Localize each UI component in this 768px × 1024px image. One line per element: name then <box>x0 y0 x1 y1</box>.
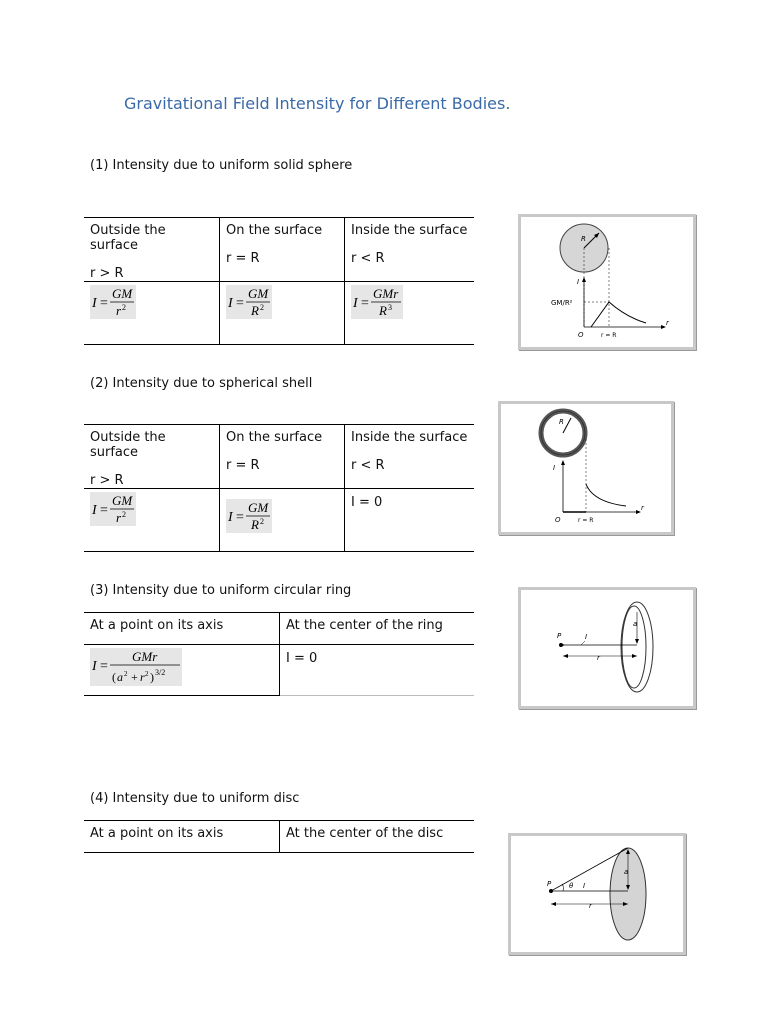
gm-over-R2-formula <box>226 285 272 319</box>
svg-text:I: I <box>228 510 233 525</box>
spherical-shell-figure <box>498 401 674 535</box>
col-outside: Outside the surface r > R <box>84 218 220 282</box>
formula-axis <box>84 645 280 696</box>
svg-text:GMr: GMr <box>132 649 158 664</box>
svg-text:=: = <box>100 503 108 518</box>
col-center: At the center of the disc <box>280 821 475 853</box>
section-4-heading: (4) Intensity due to uniform disc <box>90 791 300 806</box>
formula-on <box>220 282 345 345</box>
svg-text:r: r <box>116 510 122 525</box>
svg-text:r: r <box>641 504 644 512</box>
svg-text:r: r <box>666 319 669 327</box>
col-on: On the surface r = R <box>220 425 345 489</box>
svg-text:(: ( <box>112 670 116 684</box>
svg-text:2: 2 <box>124 670 128 678</box>
svg-text:θ: θ <box>569 882 574 890</box>
solid-sphere-figure <box>518 214 696 350</box>
spherical-shell-table <box>84 424 474 552</box>
disc-table <box>84 820 474 853</box>
disc-figure <box>508 833 686 955</box>
svg-text:I: I <box>577 278 580 286</box>
section-2-heading: (2) Intensity due to spherical shell <box>90 376 313 391</box>
solid-sphere-table <box>84 217 474 345</box>
col-axis: At a point on its axis <box>84 821 280 853</box>
svg-text:GM: GM <box>112 493 133 508</box>
section-3-heading: (3) Intensity due to uniform circular ring <box>90 583 352 598</box>
svg-text:R: R <box>581 235 586 243</box>
svg-text:a: a <box>633 620 638 628</box>
svg-text:I: I <box>553 464 556 472</box>
svg-text:P: P <box>557 632 562 640</box>
svg-text:=: = <box>236 510 244 525</box>
svg-text:2: 2 <box>145 670 149 678</box>
svg-text:GM: GM <box>112 286 133 301</box>
section-1-heading: (1) Intensity due to uniform solid sphere <box>90 158 353 173</box>
svg-text:I: I <box>228 296 233 311</box>
svg-text:3/2: 3/2 <box>155 668 166 677</box>
svg-text:O: O <box>578 331 584 339</box>
gm-over-r2-formula <box>90 492 136 526</box>
svg-text:=: = <box>361 296 369 311</box>
col-outside: Outside the surface r > R <box>84 425 220 489</box>
center-value: I = 0 <box>280 645 475 696</box>
gm-over-R2-formula <box>226 499 272 533</box>
svg-text:I: I <box>353 296 358 311</box>
formula-inside <box>345 282 475 345</box>
col-axis: At a point on its axis <box>84 613 280 645</box>
svg-text:GMr: GMr <box>373 286 399 301</box>
formula-outside <box>84 489 220 552</box>
svg-text:r: r <box>116 303 122 318</box>
svg-text:a: a <box>117 670 123 684</box>
col-inside: Inside the surface r < R <box>345 425 475 489</box>
ring-figure <box>518 587 696 709</box>
svg-text:P: P <box>547 880 552 888</box>
svg-text:I: I <box>92 503 97 518</box>
svg-text:I: I <box>585 633 588 641</box>
svg-text:GM/R²: GM/R² <box>551 299 573 307</box>
svg-text:r: r <box>140 670 145 684</box>
formula-outside <box>84 282 220 345</box>
svg-text:r = R: r = R <box>578 517 594 524</box>
svg-text:3: 3 <box>388 303 392 312</box>
svg-text:r: r <box>597 654 600 662</box>
svg-text:I: I <box>583 882 586 890</box>
svg-text:+: + <box>131 670 138 684</box>
svg-text:GM: GM <box>248 500 269 515</box>
formula-on <box>220 489 345 552</box>
ring-axis-formula <box>90 648 182 686</box>
inside-value: I = 0 <box>345 489 475 552</box>
svg-text:GM: GM <box>248 286 269 301</box>
svg-text:R: R <box>559 418 564 426</box>
svg-text:2: 2 <box>260 303 264 312</box>
svg-text:r: r <box>589 902 592 910</box>
svg-text:O: O <box>555 516 561 524</box>
svg-text:=: = <box>100 296 108 311</box>
svg-text:2: 2 <box>260 517 264 526</box>
svg-text:R: R <box>251 303 259 318</box>
gm-over-r2-formula <box>90 285 136 319</box>
svg-text:2: 2 <box>122 303 126 312</box>
svg-text:): ) <box>150 670 154 684</box>
col-on: On the surface r = R <box>220 218 345 282</box>
svg-text:=: = <box>100 659 108 674</box>
svg-text:r = R: r = R <box>601 332 617 339</box>
col-center: At the center of the ring <box>280 613 475 645</box>
ring-table <box>84 612 474 696</box>
svg-text:R: R <box>251 517 259 532</box>
gmr-over-R3-formula <box>351 285 403 319</box>
svg-text:I: I <box>92 659 97 674</box>
svg-text:I: I <box>92 296 97 311</box>
svg-text:=: = <box>236 296 244 311</box>
svg-text:a: a <box>624 868 629 876</box>
col-inside: Inside the surface r < R <box>345 218 475 282</box>
page-title: Gravitational Field Intensity for Different Bodies. <box>124 94 511 113</box>
svg-text:R: R <box>379 303 387 318</box>
svg-text:2: 2 <box>122 510 126 519</box>
